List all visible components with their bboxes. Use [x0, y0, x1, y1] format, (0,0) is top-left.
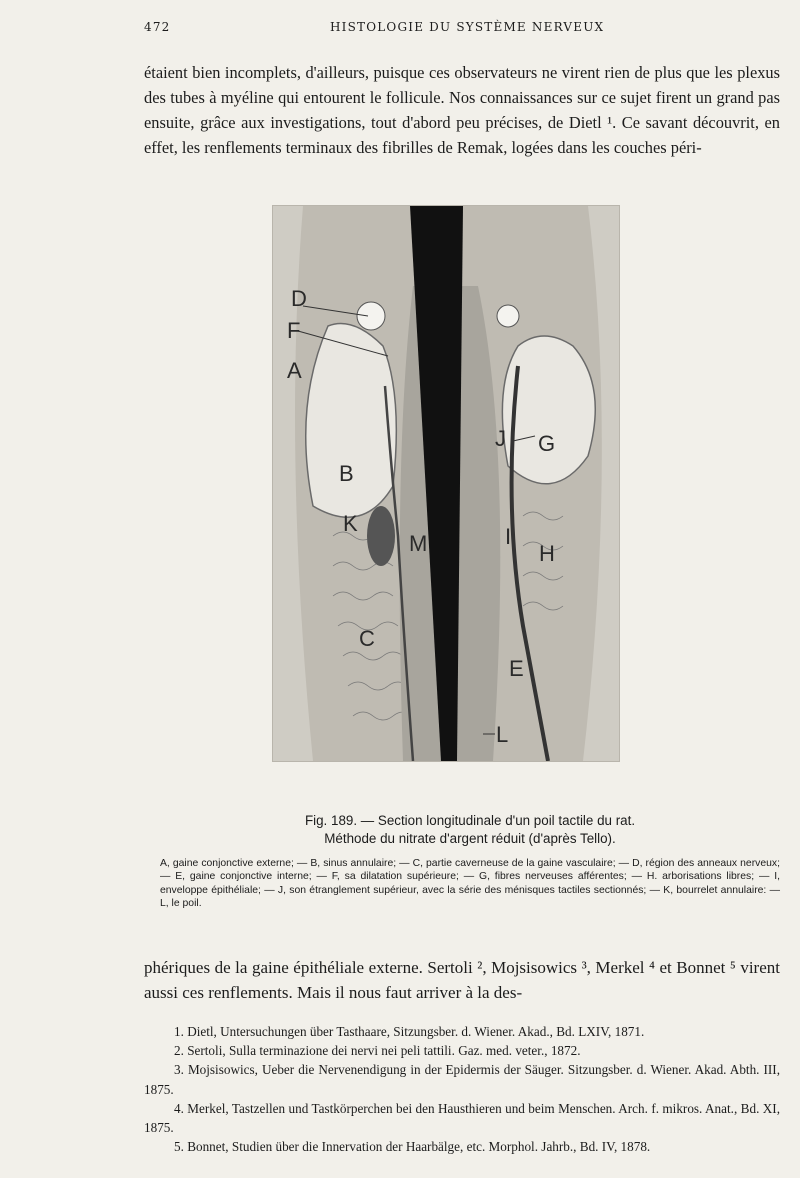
figure-label-j: J [495, 426, 506, 451]
page-number: 472 [144, 20, 171, 34]
figure-caption [200, 812, 740, 848]
running-title: HISTOLOGIE DU SYSTÈME NERVEUX [330, 20, 605, 34]
figure-label-g: G [538, 431, 556, 456]
caption-line-1: Fig. 189. — Section longitudinale d'un poil tactile du rat. [304, 813, 636, 828]
hair-follicle-illustration [273, 206, 619, 761]
caption-line-2: Méthode du nitrate d'argent réduit (d'après Tello). [324, 831, 616, 846]
footnotes [144, 1022, 780, 1156]
legend-text: A, gaine conjonctive externe; — B, sinus annulaire; — C, partie caverneuse de la gaine vasculaire; — D, région des anneaux nerveux; — E, gaine conjonctive interne; — F, sa dilatation supérieure; — G, fibres nerveuses afférentes; — H. arborisations libres; — I, enveloppe épithéliale; — J, son étranglement supérieur, avec la série des ménisques tactiles sectionnés; — K, bourrelet annulaire: — L, le poil. [160, 858, 780, 910]
figure-label-b: B [339, 461, 354, 486]
figure-legend [160, 857, 780, 911]
paragraph-top-text: étaient bien incomplets, d'ailleurs, puisque ces observateurs ne virent rien de plus que les plexus des tubes à myéline qui entourent le follicule. Nos connaissances sur ce sujet firent un grand pas ensuite, grâce aux investigations, tout d'abord peu précises, de Dietl ¹. Ce savant découvrit, en effet, les renflements terminaux des fibrilles de Remak, logées dans les couches péri- [144, 63, 780, 157]
figure-label-m: M [409, 531, 428, 556]
running-head [144, 20, 760, 40]
figure-label-d: D [291, 286, 307, 311]
figure-label-k: K [343, 511, 358, 536]
paragraph-bottom [144, 955, 780, 1005]
footnote: 2. Sertoli, Sulla terminazione dei nervi nei peli tattili. Gaz. med. veter., 1872. [174, 1043, 581, 1059]
figure-label-l: L [496, 722, 509, 747]
paragraph-top [144, 60, 780, 160]
figure-189 [272, 205, 620, 762]
figure-label-c: C [359, 626, 375, 651]
footnote: 1. Dietl, Untersuchungen über Tasthaare, Sitzungsber. d. Wiener. Akad., Bd. LXIV, 1871. [174, 1024, 645, 1039]
figure-label-i: I [505, 524, 512, 549]
figure-label-f: F [287, 318, 301, 343]
footnote: 4. Merkel, Tastzellen und Tastkörperchen bei den Hausthieren und beim Menschen. Arch. f. mikros. Anat., Bd. XI, 1875. [144, 1100, 780, 1136]
footnote: 3. Mojsisowics, Ueber die Nervenendigung in der Epidermis der Säuger. Sitzungsber. d. Wiener. Akad. Abth. III, 1875. [144, 1062, 780, 1097]
figure-label-a: A [287, 358, 302, 383]
paragraph-bottom-text: phériques de la gaine épithéliale externe. Sertoli ², Mojsisowics ³, Merkel ⁴ et Bonnet ⁵ virent aussi ces renflements. Mais il nous faut arriver à la des- [144, 958, 780, 1002]
footnote: 5. Bonnet, Studien über die Innervation der Haarbälge, etc. Morphol. Jahrb., Bd. IV, 1878. [174, 1139, 651, 1155]
figure-label-e: E [509, 656, 524, 681]
figure-label-h: H [539, 541, 555, 566]
